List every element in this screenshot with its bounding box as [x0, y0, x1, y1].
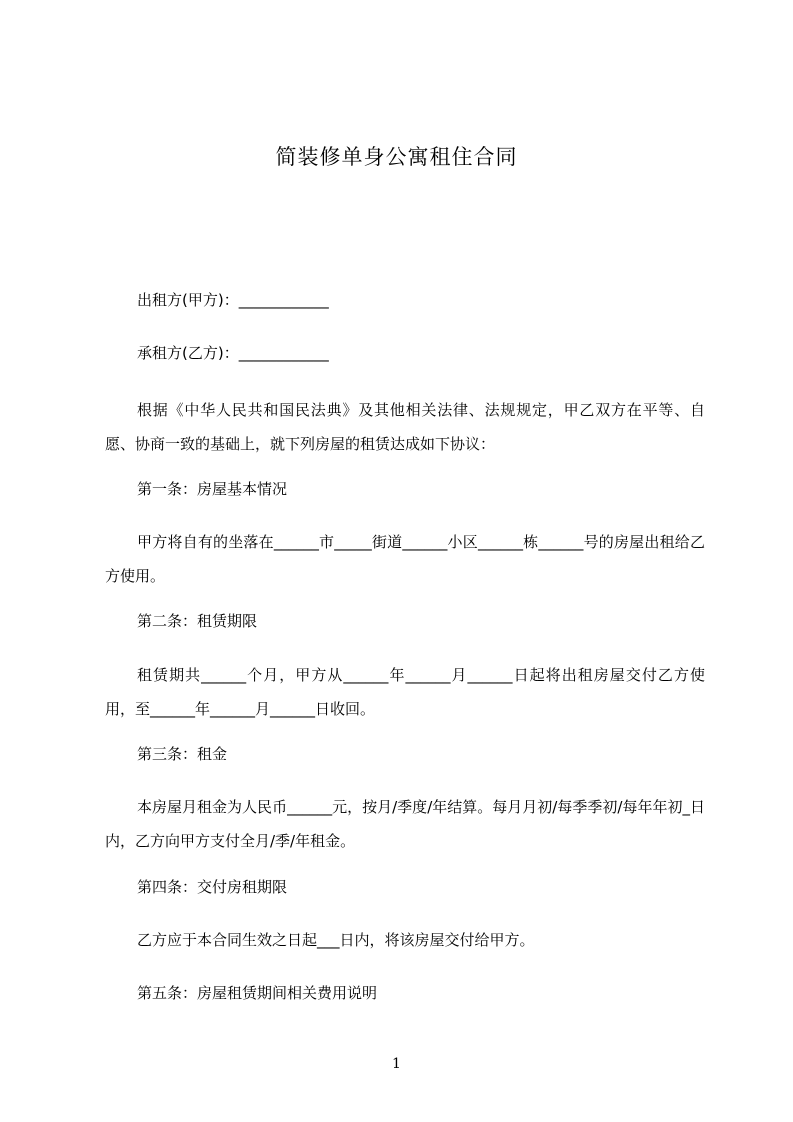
section-1-heading: 第一条：房屋基本情况	[137, 480, 288, 498]
section-2-heading: 第二条：租赁期限	[137, 612, 258, 630]
section-1-body: 甲方将自有的坐落在______市_____街道______小区______栋______号的房屋出租给乙方使用。	[105, 533, 705, 585]
section-5-heading: 第五条：房屋租赁期间相关费用说明	[137, 984, 378, 1002]
section-3-heading: 第三条：租金	[137, 745, 228, 763]
lessee-line: 承租方(乙方)：____________	[137, 344, 329, 362]
lessor-line: 出租方(甲方)：____________	[137, 291, 329, 309]
page-number: 1	[392, 1056, 401, 1072]
section-3-body: 本房屋月租金为人民币______元，按月/季度/年结算。每月月初/每季季初/每年年初_日内，乙方向甲方支付全月/季/年租金。	[105, 798, 705, 850]
section-2-body: 租赁期共______个月，甲方从______年______月______日起将出租房屋交付乙方使用，至______年______月______日收回。	[105, 666, 705, 718]
section-4-body: 乙方应于本合同生效之日起___日内，将该房屋交付给甲方。	[137, 931, 535, 949]
intro-paragraph: 根据《中华人民共和国民法典》及其他相关法律、法规规定，甲乙双方在平等、自愿、协商一致的基础上，就下列房屋的租赁达成如下协议：	[105, 401, 705, 453]
section-4-heading: 第四条：交付房租期限	[137, 878, 288, 896]
document-title: 简装修单身公寓租住合同	[275, 145, 518, 169]
